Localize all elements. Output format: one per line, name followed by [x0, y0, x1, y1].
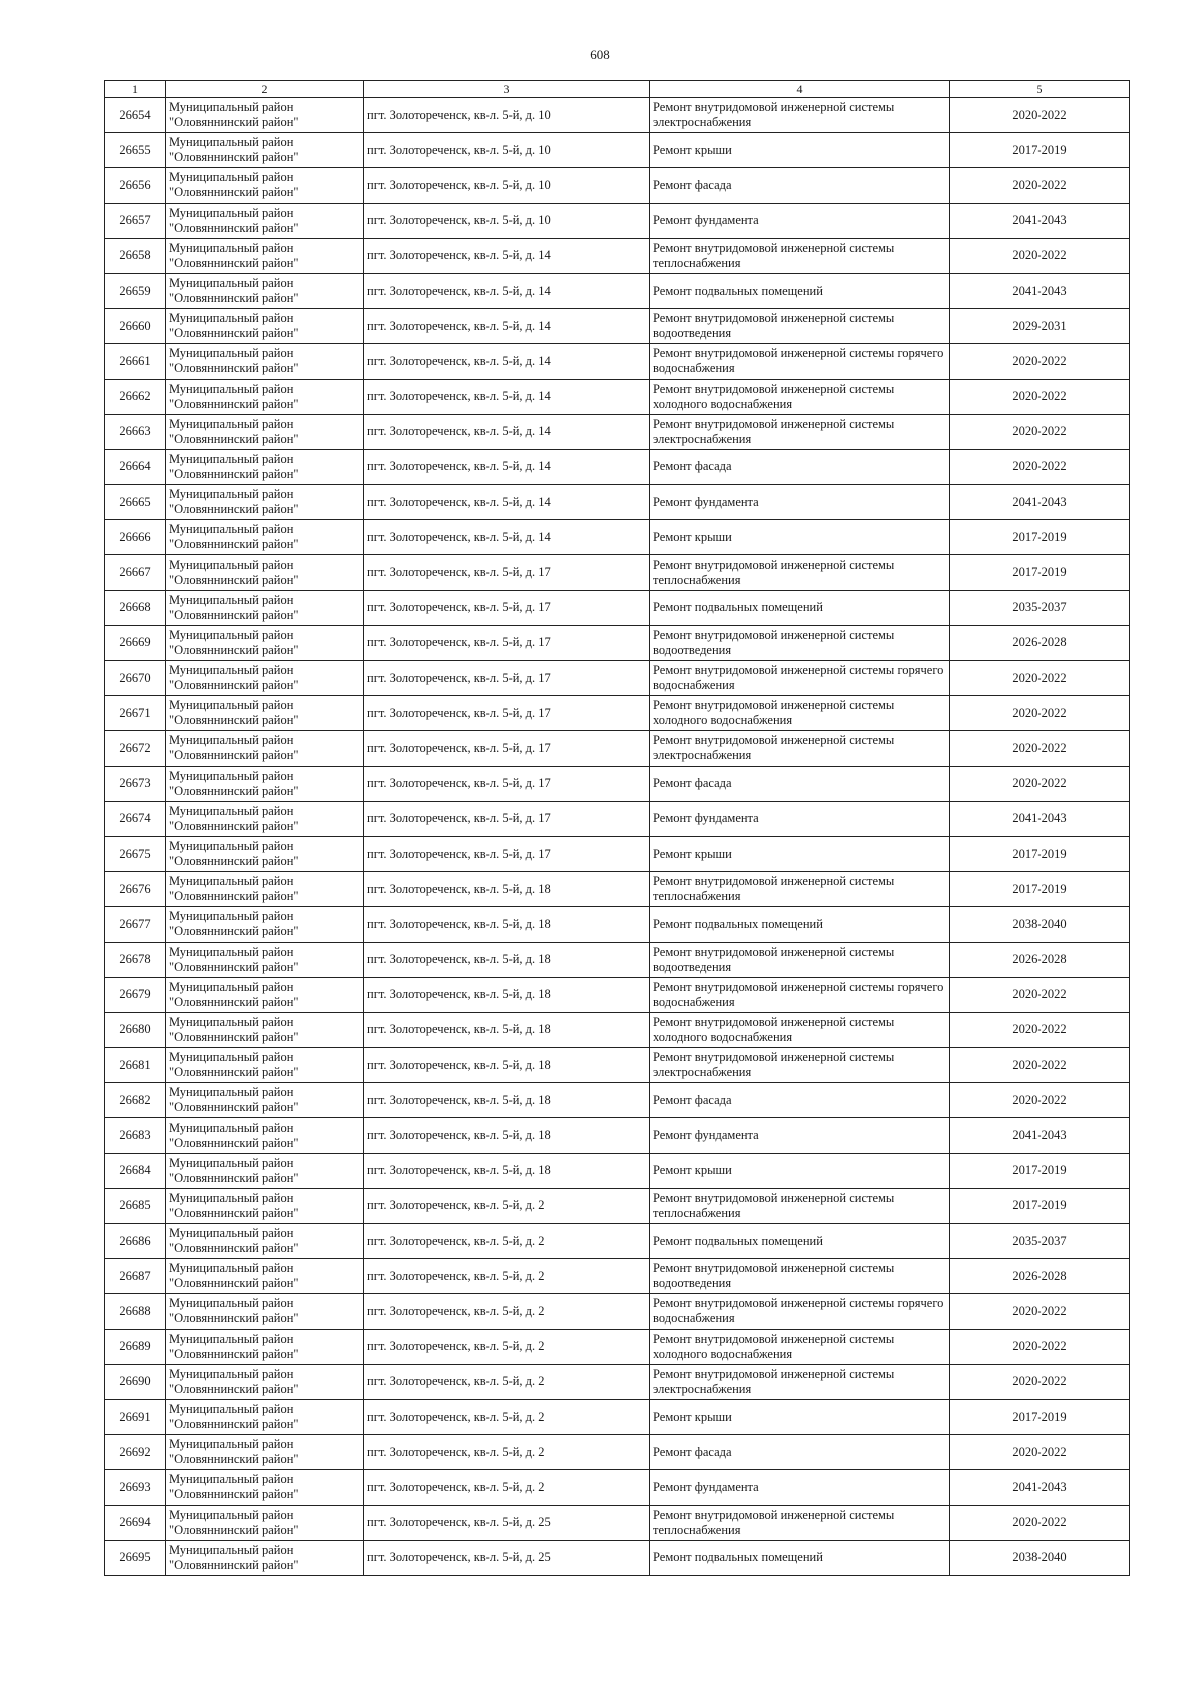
table-row: [105, 1505, 1130, 1540]
work-type-cell: Ремонт подвальных помещений: [650, 1224, 950, 1259]
municipality-cell: Муниципальный район "Оловяннинский район": [166, 661, 364, 696]
address-cell: пгт. Золотореченск, кв-л. 5-й, д. 17: [364, 766, 650, 801]
address-cell: пгт. Золотореченск, кв-л. 5-й, д. 17: [364, 731, 650, 766]
work-type-cell: Ремонт крыши: [650, 1399, 950, 1434]
municipality-cell: Муниципальный район "Оловяннинский район": [166, 1083, 364, 1118]
table-row: [105, 766, 1130, 801]
period-cell: 2017-2019: [950, 133, 1130, 168]
table-row: [105, 273, 1130, 308]
row-number-cell: 26685: [105, 1188, 166, 1223]
table-body: [105, 98, 1130, 1576]
table-row: [105, 1259, 1130, 1294]
work-type-cell: Ремонт фундамента: [650, 1118, 950, 1153]
table-row: [105, 696, 1130, 731]
period-cell: 2020-2022: [950, 1505, 1130, 1540]
row-number-cell: 26660: [105, 309, 166, 344]
period-cell: 2017-2019: [950, 1153, 1130, 1188]
address-cell: пгт. Золотореченск, кв-л. 5-й, д. 2: [364, 1259, 650, 1294]
address-cell: пгт. Золотореченск, кв-л. 5-й, д. 18: [364, 1083, 650, 1118]
period-cell: 2041-2043: [950, 203, 1130, 238]
work-type-cell: Ремонт внутридомовой инженерной системы теплоснабжения: [650, 872, 950, 907]
address-cell: пгт. Золотореченск, кв-л. 5-й, д. 10: [364, 168, 650, 203]
work-type-cell: Ремонт внутридомовой инженерной системы электроснабжения: [650, 1364, 950, 1399]
address-cell: пгт. Золотореченск, кв-л. 5-й, д. 18: [364, 942, 650, 977]
municipality-cell: Муниципальный район "Оловяннинский район": [166, 1153, 364, 1188]
municipality-cell: Муниципальный район "Оловяннинский район": [166, 1012, 364, 1047]
period-cell: 2041-2043: [950, 801, 1130, 836]
column-header-4: 4: [650, 81, 950, 98]
period-cell: 2026-2028: [950, 1259, 1130, 1294]
column-header-1: 1: [105, 81, 166, 98]
work-type-cell: Ремонт внутридомовой инженерной системы электроснабжения: [650, 414, 950, 449]
period-cell: 2020-2022: [950, 1294, 1130, 1329]
table-row: [105, 1470, 1130, 1505]
address-cell: пгт. Золотореченск, кв-л. 5-й, д. 17: [364, 801, 650, 836]
address-cell: пгт. Золотореченск, кв-л. 5-й, д. 14: [364, 309, 650, 344]
row-number-cell: 26684: [105, 1153, 166, 1188]
municipality-cell: Муниципальный район "Оловяннинский район": [166, 555, 364, 590]
table-row: [105, 414, 1130, 449]
work-type-cell: Ремонт внутридомовой инженерной системы холодного водоснабжения: [650, 1329, 950, 1364]
work-type-cell: Ремонт крыши: [650, 836, 950, 871]
table-row: [105, 344, 1130, 379]
address-cell: пгт. Золотореченск, кв-л. 5-й, д. 2: [364, 1399, 650, 1434]
municipality-cell: Муниципальный район "Оловяннинский район": [166, 1294, 364, 1329]
column-header-3: 3: [364, 81, 650, 98]
table-row: [105, 379, 1130, 414]
row-number-cell: 26672: [105, 731, 166, 766]
work-type-cell: Ремонт фасада: [650, 766, 950, 801]
work-type-cell: Ремонт внутридомовой инженерной системы теплоснабжения: [650, 1505, 950, 1540]
address-cell: пгт. Золотореченск, кв-л. 5-й, д. 14: [364, 238, 650, 273]
period-cell: 2020-2022: [950, 238, 1130, 273]
period-cell: 2020-2022: [950, 766, 1130, 801]
table-row: [105, 731, 1130, 766]
work-type-cell: Ремонт подвальных помещений: [650, 907, 950, 942]
row-number-cell: 26674: [105, 801, 166, 836]
table-row: [105, 1083, 1130, 1118]
period-cell: 2020-2022: [950, 98, 1130, 133]
row-number-cell: 26687: [105, 1259, 166, 1294]
municipality-cell: Муниципальный район "Оловяннинский район": [166, 1224, 364, 1259]
municipality-cell: Муниципальный район "Оловяннинский район": [166, 766, 364, 801]
address-cell: пгт. Золотореченск, кв-л. 5-й, д. 10: [364, 98, 650, 133]
address-cell: пгт. Золотореченск, кв-л. 5-й, д. 2: [364, 1435, 650, 1470]
period-cell: 2020-2022: [950, 977, 1130, 1012]
work-type-cell: Ремонт подвальных помещений: [650, 1540, 950, 1575]
address-cell: пгт. Золотореченск, кв-л. 5-й, д. 18: [364, 1153, 650, 1188]
row-number-cell: 26670: [105, 661, 166, 696]
work-type-cell: Ремонт крыши: [650, 1153, 950, 1188]
municipality-cell: Муниципальный район "Оловяннинский район": [166, 1188, 364, 1223]
work-type-cell: Ремонт подвальных помещений: [650, 273, 950, 308]
period-cell: 2041-2043: [950, 1118, 1130, 1153]
address-cell: пгт. Золотореченск, кв-л. 5-й, д. 17: [364, 696, 650, 731]
address-cell: пгт. Золотореченск, кв-л. 5-й, д. 18: [364, 1118, 650, 1153]
address-cell: пгт. Золотореченск, кв-л. 5-й, д. 18: [364, 872, 650, 907]
table-row: [105, 942, 1130, 977]
address-cell: пгт. Золотореченск, кв-л. 5-й, д. 18: [364, 977, 650, 1012]
row-number-cell: 26665: [105, 485, 166, 520]
period-cell: 2035-2037: [950, 590, 1130, 625]
address-cell: пгт. Золотореченск, кв-л. 5-й, д. 17: [364, 625, 650, 660]
address-cell: пгт. Золотореченск, кв-л. 5-й, д. 25: [364, 1505, 650, 1540]
municipality-cell: Муниципальный район "Оловяннинский район": [166, 485, 364, 520]
period-cell: 2020-2022: [950, 1435, 1130, 1470]
table-row: [105, 1399, 1130, 1434]
row-number-cell: 26658: [105, 238, 166, 273]
table-row: [105, 1188, 1130, 1223]
work-type-cell: Ремонт внутридомовой инженерной системы теплоснабжения: [650, 1188, 950, 1223]
municipality-cell: Муниципальный район "Оловяннинский район": [166, 379, 364, 414]
address-cell: пгт. Золотореченск, кв-л. 5-й, д. 14: [364, 344, 650, 379]
municipality-cell: Муниципальный район "Оловяннинский район": [166, 1540, 364, 1575]
address-cell: пгт. Золотореченск, кв-л. 5-й, д. 2: [364, 1470, 650, 1505]
municipality-cell: Муниципальный район "Оловяннинский район": [166, 449, 364, 484]
period-cell: 2026-2028: [950, 942, 1130, 977]
municipality-cell: Муниципальный район "Оловяннинский район": [166, 1505, 364, 1540]
work-type-cell: Ремонт подвальных помещений: [650, 590, 950, 625]
table-row: [105, 309, 1130, 344]
row-number-cell: 26682: [105, 1083, 166, 1118]
table-row: [105, 1294, 1130, 1329]
municipality-cell: Муниципальный район "Оловяннинский район": [166, 1118, 364, 1153]
address-cell: пгт. Золотореченск, кв-л. 5-й, д. 17: [364, 836, 650, 871]
work-type-cell: Ремонт внутридомовой инженерной системы электроснабжения: [650, 731, 950, 766]
municipality-cell: Муниципальный район "Оловяннинский район": [166, 1329, 364, 1364]
period-cell: 2038-2040: [950, 907, 1130, 942]
municipality-cell: Муниципальный район "Оловяннинский район": [166, 977, 364, 1012]
table-row: [105, 520, 1130, 555]
row-number-cell: 26655: [105, 133, 166, 168]
work-type-cell: Ремонт внутридомовой инженерной системы электроснабжения: [650, 1048, 950, 1083]
address-cell: пгт. Золотореченск, кв-л. 5-й, д. 2: [364, 1188, 650, 1223]
work-type-cell: Ремонт внутридомовой инженерной системы водоотведения: [650, 1259, 950, 1294]
work-type-cell: Ремонт внутридомовой инженерной системы горячего водоснабжения: [650, 344, 950, 379]
table-row: [105, 98, 1130, 133]
work-type-cell: Ремонт внутридомовой инженерной системы горячего водоснабжения: [650, 977, 950, 1012]
work-type-cell: Ремонт фундамента: [650, 203, 950, 238]
table-row: [105, 168, 1130, 203]
row-number-cell: 26673: [105, 766, 166, 801]
table-header: [105, 81, 1130, 98]
municipality-cell: Муниципальный район "Оловяннинский район": [166, 520, 364, 555]
work-type-cell: Ремонт фасада: [650, 1435, 950, 1470]
address-cell: пгт. Золотореченск, кв-л. 5-й, д. 2: [364, 1224, 650, 1259]
municipality-cell: Муниципальный район "Оловяннинский район": [166, 625, 364, 660]
work-type-cell: Ремонт внутридомовой инженерной системы холодного водоснабжения: [650, 696, 950, 731]
work-type-cell: Ремонт фундамента: [650, 801, 950, 836]
work-type-cell: Ремонт внутридомовой инженерной системы теплоснабжения: [650, 238, 950, 273]
row-number-cell: 26675: [105, 836, 166, 871]
period-cell: 2020-2022: [950, 414, 1130, 449]
table-row: [105, 449, 1130, 484]
table-row: [105, 1435, 1130, 1470]
row-number-cell: 26659: [105, 273, 166, 308]
row-number-cell: 26654: [105, 98, 166, 133]
period-cell: 2020-2022: [950, 1329, 1130, 1364]
work-type-cell: Ремонт внутридомовой инженерной системы водоотведения: [650, 309, 950, 344]
municipality-cell: Муниципальный район "Оловяннинский район": [166, 872, 364, 907]
address-cell: пгт. Золотореченск, кв-л. 5-й, д. 14: [364, 414, 650, 449]
work-type-cell: Ремонт крыши: [650, 133, 950, 168]
row-number-cell: 26693: [105, 1470, 166, 1505]
table-row: [105, 485, 1130, 520]
period-cell: 2017-2019: [950, 836, 1130, 871]
period-cell: 2020-2022: [950, 1083, 1130, 1118]
period-cell: 2020-2022: [950, 696, 1130, 731]
work-type-cell: Ремонт фундамента: [650, 485, 950, 520]
period-cell: 2020-2022: [950, 661, 1130, 696]
period-cell: 2029-2031: [950, 309, 1130, 344]
row-number-cell: 26676: [105, 872, 166, 907]
period-cell: 2035-2037: [950, 1224, 1130, 1259]
period-cell: 2020-2022: [950, 1048, 1130, 1083]
period-cell: 2017-2019: [950, 872, 1130, 907]
row-number-cell: 26667: [105, 555, 166, 590]
table-row: [105, 203, 1130, 238]
period-cell: 2017-2019: [950, 520, 1130, 555]
period-cell: 2020-2022: [950, 1364, 1130, 1399]
table-row: [105, 1118, 1130, 1153]
work-type-cell: Ремонт внутридомовой инженерной системы водоотведения: [650, 942, 950, 977]
address-cell: пгт. Золотореченск, кв-л. 5-й, д. 17: [364, 590, 650, 625]
period-cell: 2020-2022: [950, 1012, 1130, 1047]
work-type-cell: Ремонт фасада: [650, 1083, 950, 1118]
period-cell: 2020-2022: [950, 449, 1130, 484]
row-number-cell: 26694: [105, 1505, 166, 1540]
work-type-cell: Ремонт внутридомовой инженерной системы холодного водоснабжения: [650, 379, 950, 414]
row-number-cell: 26695: [105, 1540, 166, 1575]
work-type-cell: Ремонт крыши: [650, 520, 950, 555]
work-type-cell: Ремонт внутридомовой инженерной системы электроснабжения: [650, 98, 950, 133]
row-number-cell: 26661: [105, 344, 166, 379]
row-number-cell: 26686: [105, 1224, 166, 1259]
period-cell: 2020-2022: [950, 379, 1130, 414]
row-number-cell: 26683: [105, 1118, 166, 1153]
municipality-cell: Муниципальный район "Оловяннинский район": [166, 1259, 364, 1294]
municipality-cell: Муниципальный район "Оловяннинский район": [166, 1435, 364, 1470]
municipality-cell: Муниципальный район "Оловяннинский район": [166, 309, 364, 344]
municipality-cell: Муниципальный район "Оловяннинский район": [166, 203, 364, 238]
row-number-cell: 26662: [105, 379, 166, 414]
row-number-cell: 26663: [105, 414, 166, 449]
address-cell: пгт. Золотореченск, кв-л. 5-й, д. 2: [364, 1329, 650, 1364]
address-cell: пгт. Золотореченск, кв-л. 5-й, д. 14: [364, 379, 650, 414]
row-number-cell: 26679: [105, 977, 166, 1012]
row-number-cell: 26681: [105, 1048, 166, 1083]
municipality-cell: Муниципальный район "Оловяннинский район": [166, 836, 364, 871]
work-type-cell: Ремонт фундамента: [650, 1470, 950, 1505]
table-row: [105, 1153, 1130, 1188]
column-header-5: 5: [950, 81, 1130, 98]
address-cell: пгт. Золотореченск, кв-л. 5-й, д. 2: [364, 1294, 650, 1329]
municipality-cell: Муниципальный район "Оловяннинский район": [166, 98, 364, 133]
work-type-cell: Ремонт внутридомовой инженерной системы горячего водоснабжения: [650, 1294, 950, 1329]
row-number-cell: 26656: [105, 168, 166, 203]
row-number-cell: 26678: [105, 942, 166, 977]
address-cell: пгт. Золотореченск, кв-л. 5-й, д. 14: [364, 273, 650, 308]
period-cell: 2026-2028: [950, 625, 1130, 660]
table-row: [105, 590, 1130, 625]
row-number-cell: 26692: [105, 1435, 166, 1470]
table-row: [105, 907, 1130, 942]
row-number-cell: 26691: [105, 1399, 166, 1434]
address-cell: пгт. Золотореченск, кв-л. 5-й, д. 17: [364, 555, 650, 590]
table-row: [105, 1012, 1130, 1047]
table-row: [105, 1329, 1130, 1364]
table-row: [105, 1224, 1130, 1259]
page-number: 608: [590, 47, 610, 62]
municipality-cell: Муниципальный район "Оловяннинский район": [166, 731, 364, 766]
work-type-cell: Ремонт внутридомовой инженерной системы холодного водоснабжения: [650, 1012, 950, 1047]
table-row: [105, 625, 1130, 660]
municipality-cell: Муниципальный район "Оловяннинский район": [166, 273, 364, 308]
table-row: [105, 1048, 1130, 1083]
address-cell: пгт. Золотореченск, кв-л. 5-й, д. 18: [364, 907, 650, 942]
repair-schedule-table: [104, 80, 1130, 1576]
work-type-cell: Ремонт внутридомовой инженерной системы теплоснабжения: [650, 555, 950, 590]
municipality-cell: Муниципальный район "Оловяннинский район": [166, 696, 364, 731]
municipality-cell: Муниципальный район "Оловяннинский район": [166, 238, 364, 273]
table-row: [105, 872, 1130, 907]
row-number-cell: 26671: [105, 696, 166, 731]
municipality-cell: Муниципальный район "Оловяннинский район": [166, 942, 364, 977]
period-cell: 2020-2022: [950, 168, 1130, 203]
municipality-cell: Муниципальный район "Оловяннинский район": [166, 414, 364, 449]
table-row: [105, 836, 1130, 871]
address-cell: пгт. Золотореченск, кв-л. 5-й, д. 25: [364, 1540, 650, 1575]
row-number-cell: 26688: [105, 1294, 166, 1329]
period-cell: 2041-2043: [950, 273, 1130, 308]
table-row: [105, 133, 1130, 168]
row-number-cell: 26666: [105, 520, 166, 555]
table-row: [105, 555, 1130, 590]
row-number-cell: 26657: [105, 203, 166, 238]
municipality-cell: Муниципальный район "Оловяннинский район": [166, 907, 364, 942]
table-row: [105, 661, 1130, 696]
work-type-cell: Ремонт внутридомовой инженерной системы горячего водоснабжения: [650, 661, 950, 696]
table-row: [105, 801, 1130, 836]
municipality-cell: Муниципальный район "Оловяннинский район": [166, 1470, 364, 1505]
address-cell: пгт. Золотореченск, кв-л. 5-й, д. 14: [364, 520, 650, 555]
period-cell: 2038-2040: [950, 1540, 1130, 1575]
row-number-cell: 26669: [105, 625, 166, 660]
period-cell: 2020-2022: [950, 731, 1130, 766]
address-cell: пгт. Золотореченск, кв-л. 5-й, д. 14: [364, 449, 650, 484]
row-number-cell: 26689: [105, 1329, 166, 1364]
period-cell: 2020-2022: [950, 344, 1130, 379]
column-header-2: 2: [166, 81, 364, 98]
municipality-cell: Муниципальный район "Оловяннинский район": [166, 801, 364, 836]
address-cell: пгт. Золотореченск, кв-л. 5-й, д. 18: [364, 1048, 650, 1083]
address-cell: пгт. Золотореченск, кв-л. 5-й, д. 17: [364, 661, 650, 696]
work-type-cell: Ремонт фасада: [650, 449, 950, 484]
municipality-cell: Муниципальный район "Оловяннинский район": [166, 1048, 364, 1083]
municipality-cell: Муниципальный район "Оловяннинский район": [166, 133, 364, 168]
period-cell: 2017-2019: [950, 1188, 1130, 1223]
row-number-cell: 26668: [105, 590, 166, 625]
row-number-cell: 26690: [105, 1364, 166, 1399]
address-cell: пгт. Золотореченск, кв-л. 5-й, д. 18: [364, 1012, 650, 1047]
municipality-cell: Муниципальный район "Оловяннинский район": [166, 590, 364, 625]
period-cell: 2041-2043: [950, 485, 1130, 520]
header-row: [105, 81, 1130, 98]
municipality-cell: Муниципальный район "Оловяннинский район": [166, 344, 364, 379]
municipality-cell: Муниципальный район "Оловяннинский район": [166, 168, 364, 203]
table-row: [105, 1364, 1130, 1399]
work-type-cell: Ремонт фасада: [650, 168, 950, 203]
work-type-cell: Ремонт внутридомовой инженерной системы водоотведения: [650, 625, 950, 660]
address-cell: пгт. Золотореченск, кв-л. 5-й, д. 10: [364, 133, 650, 168]
period-cell: 2017-2019: [950, 555, 1130, 590]
address-cell: пгт. Золотореченск, кв-л. 5-й, д. 10: [364, 203, 650, 238]
address-cell: пгт. Золотореченск, кв-л. 5-й, д. 14: [364, 485, 650, 520]
municipality-cell: Муниципальный район "Оловяннинский район": [166, 1399, 364, 1434]
period-cell: 2041-2043: [950, 1470, 1130, 1505]
table-row: [105, 1540, 1130, 1575]
row-number-cell: 26664: [105, 449, 166, 484]
row-number-cell: 26677: [105, 907, 166, 942]
table-row: [105, 238, 1130, 273]
period-cell: 2017-2019: [950, 1399, 1130, 1434]
municipality-cell: Муниципальный район "Оловяннинский район": [166, 1364, 364, 1399]
row-number-cell: 26680: [105, 1012, 166, 1047]
address-cell: пгт. Золотореченск, кв-л. 5-й, д. 2: [364, 1364, 650, 1399]
table-row: [105, 977, 1130, 1012]
